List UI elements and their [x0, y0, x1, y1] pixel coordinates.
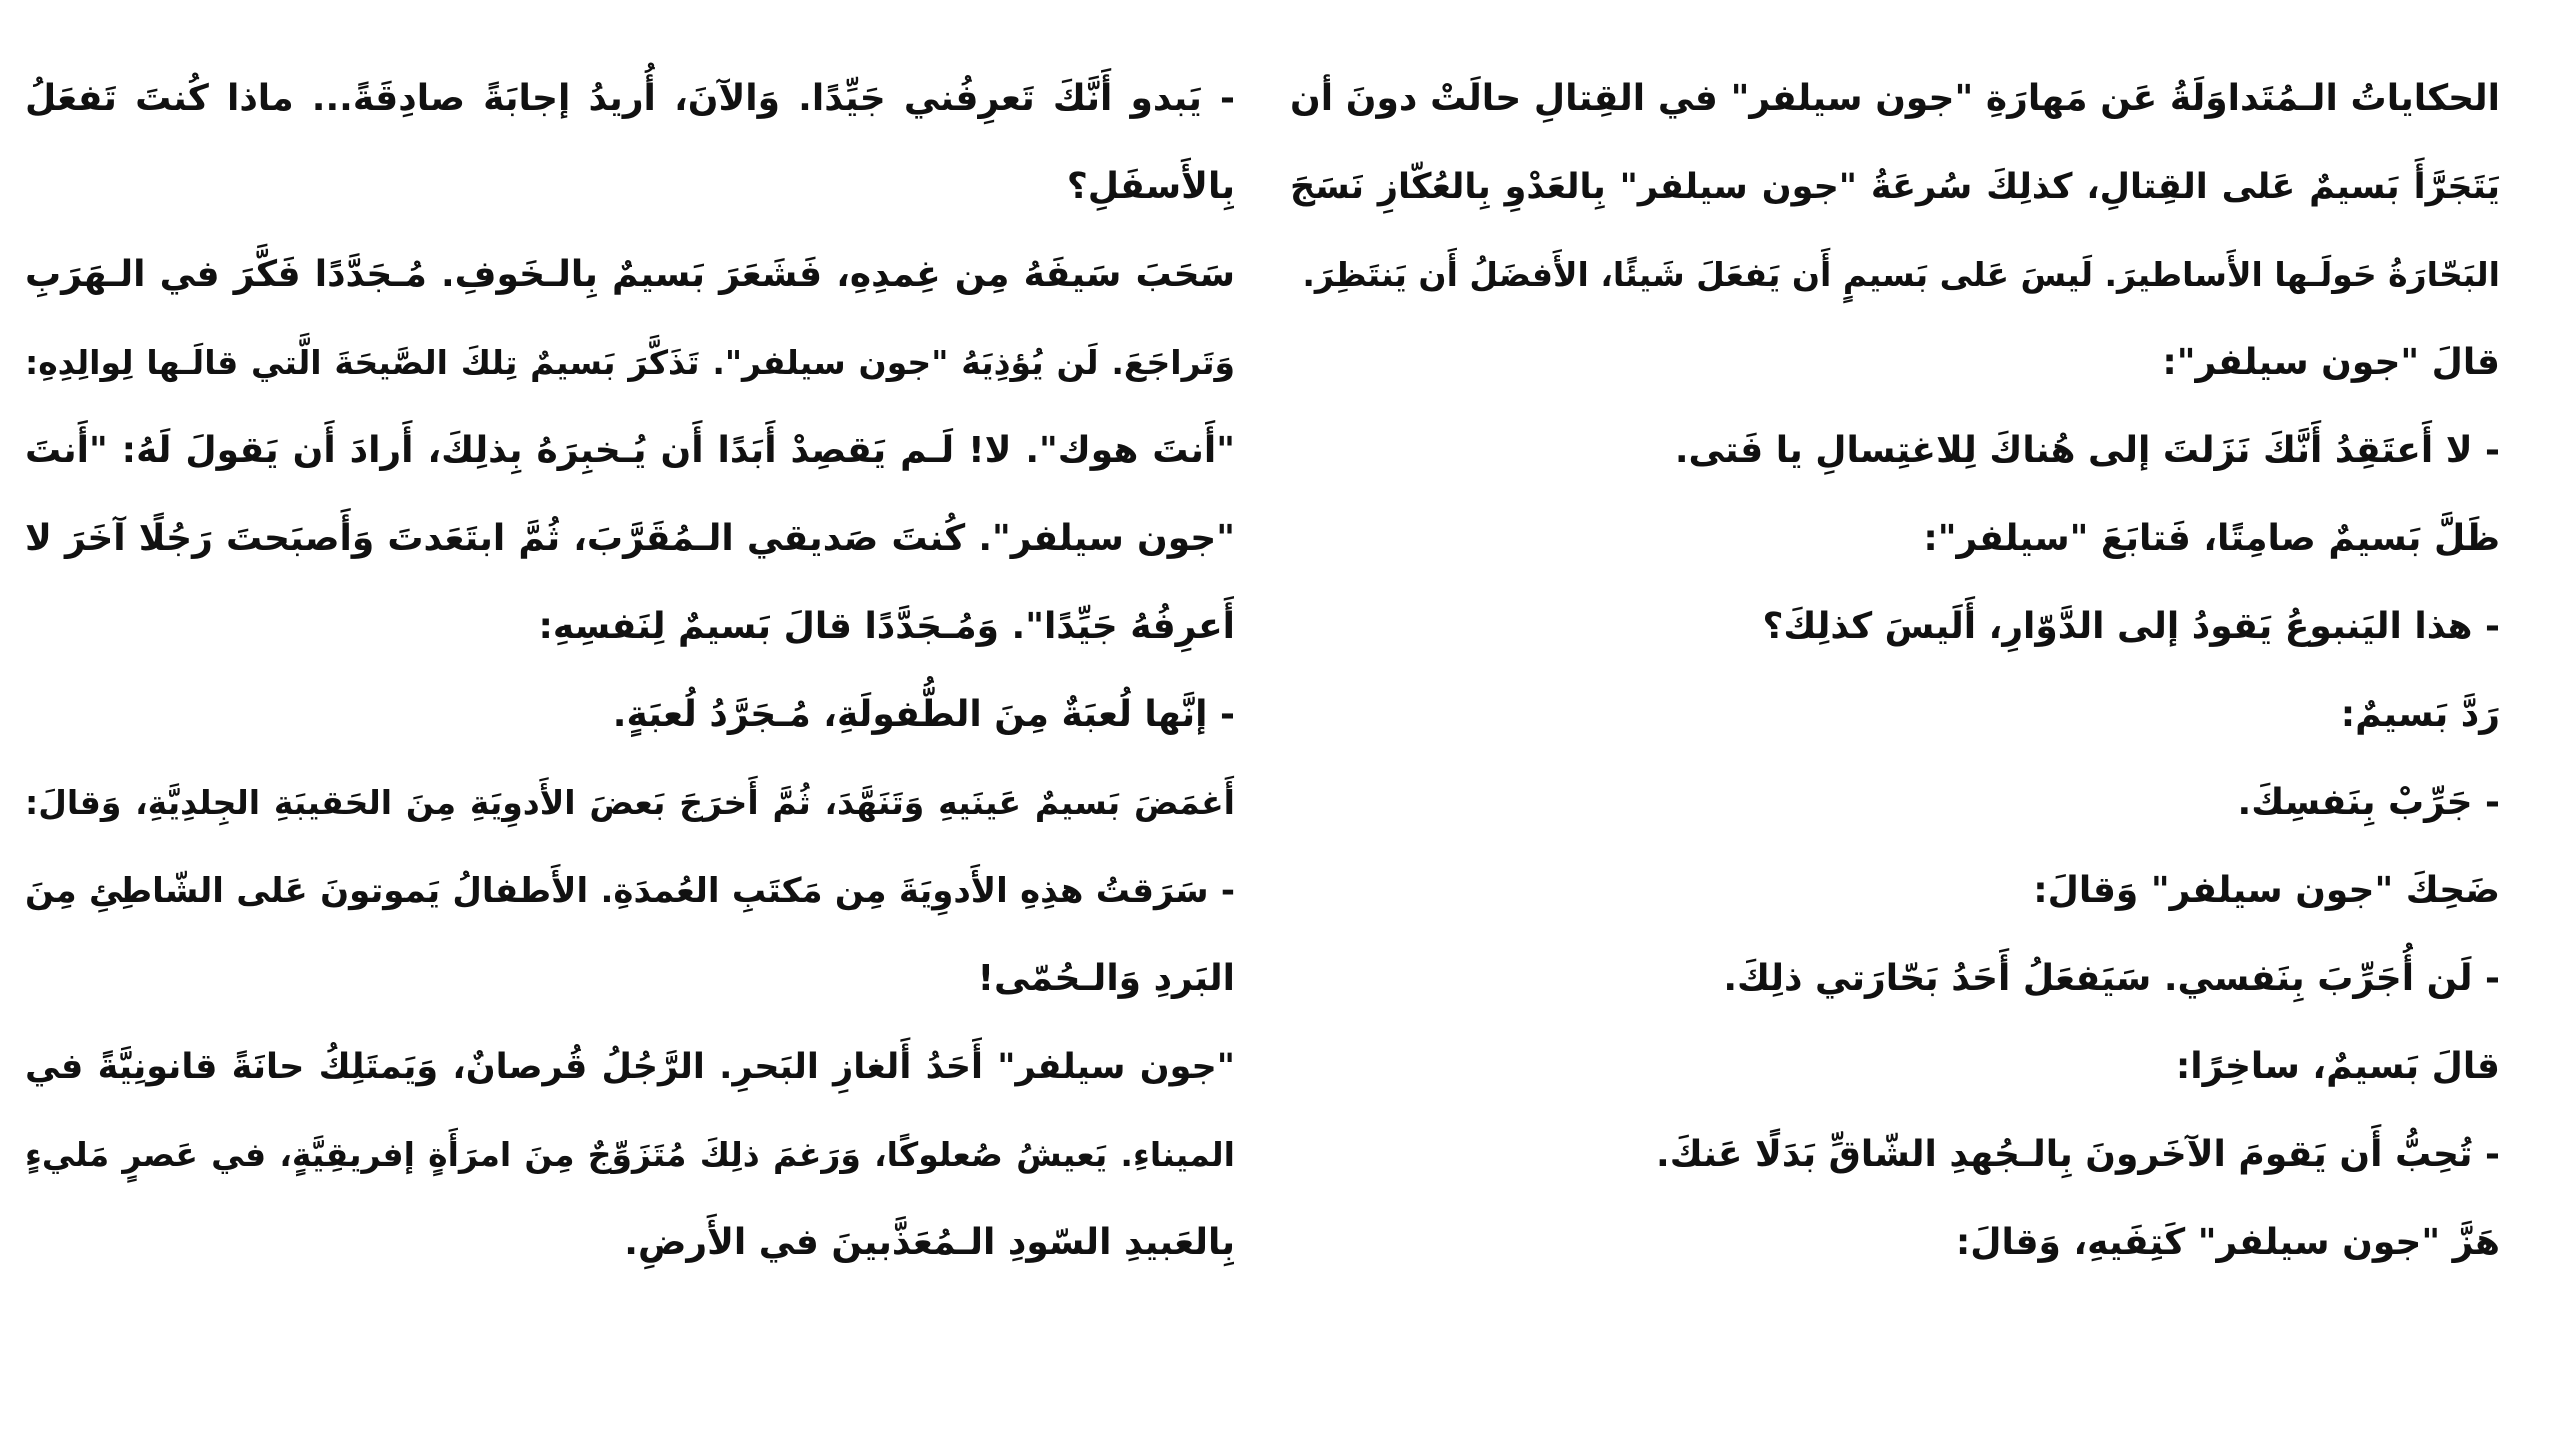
- dialogue-line: - تُحِبُّ أَن يَقومَ الآخَرونَ بِالـجُهدِ الشّاقِّ بَدَلًا عَنكَ.: [1656, 1134, 2500, 1175]
- text-line: وَتَراجَعَ. لَن يُؤذِيَهُ "جون سيلفر". تَذَكَّرَ بَسيمٌ تِلكَ الصَّيحَةَ الَّتي قالَـها لِوالِدِهِ:: [25, 343, 1235, 382]
- text-line: ظَلَّ بَسيمٌ صامِتًا، فَتابَعَ "سيلفر":: [1923, 518, 2500, 559]
- text-line: يَتَجَرَّأَ بَسيمٌ عَلى القِتالِ، كذلِكَ سُرعَةُ "جون سيلفر" بِالعَدْوِ بِالعُكّازِ نَسَجَ: [1290, 167, 2500, 207]
- text-line: "جون سيلفر". كُنتَ صَديقي الـمُقَرَّبَ، ثُمَّ ابتَعَدتَ وَأَصبَحتَ رَجُلًا آخَرَ لا: [25, 518, 1235, 559]
- text-line: بِالأَسفَلِ؟: [1066, 166, 1235, 207]
- text-line: الميناءِ. يَعيشُ صُعلوكًا، وَرَغمَ ذلِكَ مُتَزَوِّجٌ مِنَ امرَأَةٍ إفريقِيَّةٍ، في عَصرٍ مَليءٍ: [25, 1135, 1235, 1174]
- dialogue-line: - سَرَقتُ هذِهِ الأَدوِيَةَ مِن مَكتَبِ العُمدَةِ. الأَطفالُ يَموتونَ عَلى الشّاطِئِ مِنَ: [25, 871, 1235, 911]
- text-line: رَدَّ بَسيمٌ:: [2340, 694, 2500, 735]
- text-line: الحكاياتُ الـمُتَداوَلَةُ عَن مَهارَةِ "جون سيلفر" في القِتالِ حالَتْ دونَ أن: [1290, 78, 2500, 119]
- text-line: أَغمَضَ بَسيمٌ عَينَيهِ وَتَنَهَّدَ، ثُمَّ أَخرَجَ بَعضَ الأَدوِيَةِ مِنَ الحَقيبَةِ الجِلدِيَّةِ، وَقالَ:: [25, 783, 1235, 822]
- left-page-text: [25, 55, 1235, 1287]
- right-page-text: [1290, 55, 2500, 1287]
- text-line: بِالعَبيدِ السّودِ الـمُعَذَّبينَ في الأَرضِ.: [624, 1222, 1235, 1263]
- dialogue-line: - لا أَعتَقِدُ أَنَّكَ نَزَلتَ إلى هُناكَ لِلاغتِسالِ يا فَتى.: [1674, 430, 2500, 471]
- text-line: البَحّارَةُ حَولَـها الأَساطيرَ. لَيسَ عَلى بَسيمٍ أَن يَفعَلَ شَيئًا، الأَفضَلُ أَن يَنتَظِرَ.: [1302, 255, 2500, 294]
- dialogue-line: - يَبدو أَنَّكَ تَعرِفُني جَيِّدًا. وَالآنَ، أُريدُ إجابَةً صادِقَةً... ماذا كُنتَ تَفعَلُ: [25, 78, 1235, 119]
- text-line: قالَ "جون سيلفر":: [2162, 342, 2500, 383]
- dialogue-line: - إنَّها لُعبَةٌ مِنَ الطُّفولَةِ، مُـجَرَّدُ لُعبَةٍ.: [612, 694, 1235, 735]
- text-line: هَزَّ "جون سيلفر" كَتِفَيهِ، وَقالَ:: [1955, 1222, 2500, 1263]
- text-line: البَردِ وَالـحُمّى!: [977, 958, 1235, 999]
- text-line: "أَنتَ هوك". لا! لَـم يَقصِدْ أَبَدًا أَن يُـخبِرَهُ بِذلِكَ، أَرادَ أَن يَقولَ لَهُ: "أَنتَ: [25, 430, 1235, 471]
- dialogue-line: - جَرِّبْ بِنَفسِكَ.: [2237, 782, 2500, 823]
- text-line: ضَحِكَ "جون سيلفر" وَقالَ:: [2033, 870, 2500, 911]
- dialogue-line: - هذا اليَنبوعُ يَقودُ إلى الدَّوّارِ، أَلَيسَ كذلِكَ؟: [1762, 606, 2500, 647]
- dialogue-line: - لَن أُجَرِّبَ بِنَفسي. سَيَفعَلُ أَحَدُ بَحّارَتي ذلِكَ.: [1723, 958, 2500, 999]
- text-line: قالَ بَسيمٌ، ساخِرًا:: [2175, 1046, 2500, 1087]
- text-line: سَحَبَ سَيفَهُ مِن غِمدِهِ، فَشَعَرَ بَسيمٌ بِالـخَوفِ. مُـجَدَّدًا فَكَّرَ في الـهَرَبِ: [25, 254, 1235, 295]
- text-line: أَعرِفُهُ جَيِّدًا". وَمُـجَدَّدًا قالَ بَسيمٌ لِنَفسِهِ:: [538, 606, 1235, 647]
- text-line: "جون سيلفر" أَحَدُ أَلغازِ البَحرِ. الرَّجُلُ قُرصانٌ، وَيَمتَلِكُ حانَةً قانونِيَّةً في: [25, 1047, 1235, 1087]
